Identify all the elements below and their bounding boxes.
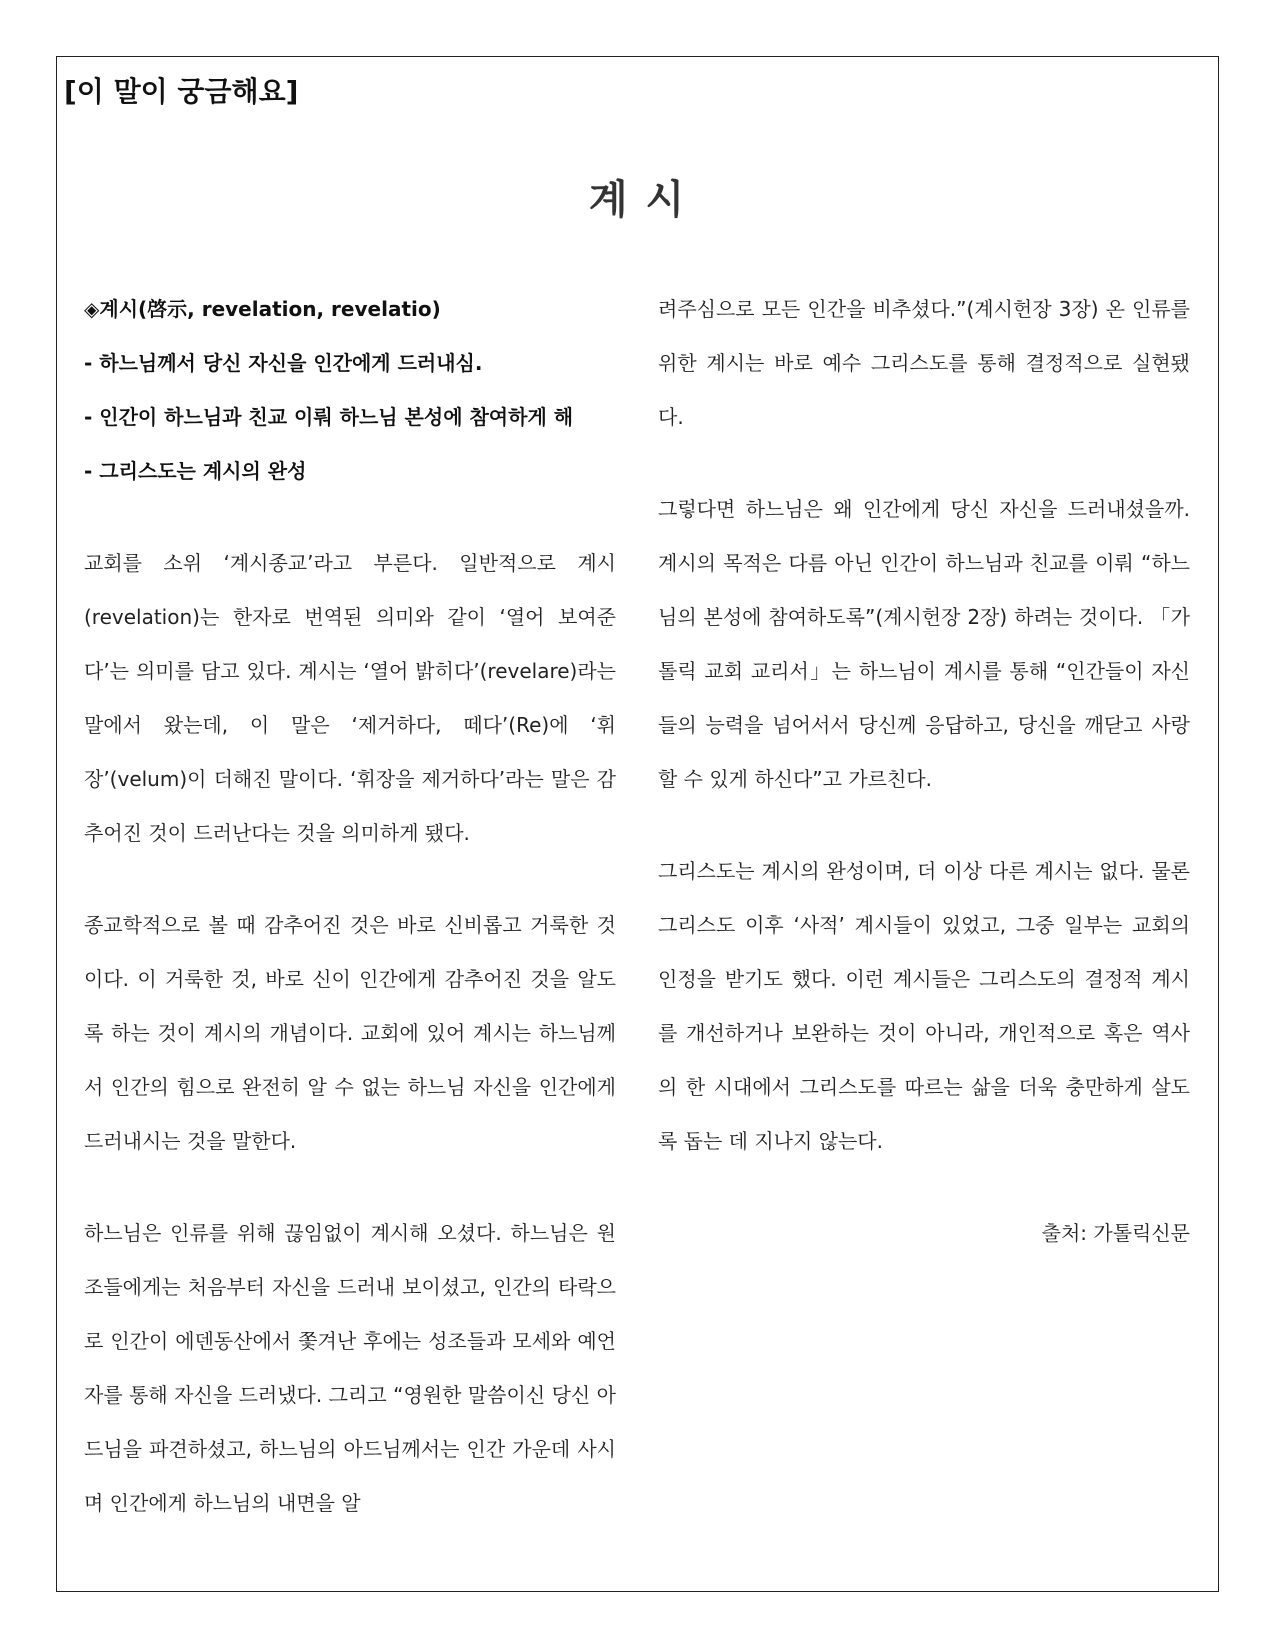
- body-paragraph: 그렇다면 하느님은 왜 인간에게 당신 자신을 드러내셨을까. 계시의 목적은 다름 아닌 인간이 하느님과 친교를 이뤄 “하느님의 본성에 참여하도록”(계시헌장 2장) 하려는 것이다. 「가톨릭 교회 교리서」는 하느님이 계시를 통해 “인간들이 자신들의 능력을 넘어서서 당신께 응답하고, 당신을 깨닫고 사랑할 수 있게 하신다”고 가르친다.: [658, 497, 1190, 791]
- source-credit: 출처: 가톨릭신문: [1041, 1221, 1190, 1245]
- summary-line: - 그리스도는 계시의 완성: [84, 459, 307, 483]
- body-paragraph: 려주심으로 모든 인간을 비추셨다.”(계시헌장 3장) 온 인류를 위한 계시는 바로 예수 그리스도를 통해 결정적으로 실현됐다.: [658, 297, 1190, 429]
- body-paragraph: 교회를 소위 ‘계시종교’라고 부른다. 일반적으로 계시(revelation)는 한자로 번역된 의미와 같이 ‘열어 보여준다’는 의미를 담고 있다. 계시는 ‘열어 밝히다’(revelare)라는 말에서 왔는데, 이 말은 ‘제거하다, 떼다’(Re)에 ‘휘장’(velum)이 더해진 말이다. ‘휘장을 제거하다’라는 말은 감추어진 것이 드러난다는 것을 의미하게 됐다.: [84, 551, 616, 845]
- summary-line: - 인간이 하느님과 친교 이뤄 하느님 본성에 참여하게 해: [84, 405, 574, 429]
- body-paragraph: 하느님은 인류를 위해 끊임없이 계시해 오셨다. 하느님은 원조들에게는 처음부터 자신을 드러내 보이셨고, 인간의 타락으로 인간이 에덴동산에서 쫓겨난 후에는 성조들과 모세와 예언자를 통해 자신을 드러냈다. 그리고 “영원한 말씀이신 당신 아드님을 파견하셨고, 하느님의 아드님께서는 인간 가운데 사시며 인간에게 하느님의 내면을 알: [84, 1221, 616, 1515]
- body-paragraph: 그리스도는 계시의 완성이며, 더 이상 다른 계시는 없다. 물론 그리스도 이후 ‘사적’ 계시들이 있었고, 그중 일부는 교회의 인정을 받기도 했다. 이런 계시들은 그리스도의 결정적 계시를 개선하거나 보완하는 것이 아니라, 개인적으로 혹은 역사의 한 시대에서 그리스도를 따르는 삶을 더욱 충만하게 살도록 돕는 데 지나지 않는다.: [658, 859, 1190, 1153]
- right-column: [658, 282, 1190, 1260]
- left-column: [84, 282, 616, 1530]
- summary-line: ◈계시(啓示, revelation, revelatio): [84, 297, 441, 321]
- category-heading: [이 말이 궁금해요]: [64, 75, 299, 108]
- summary-block: [84, 282, 616, 498]
- body-paragraph: 종교학적으로 볼 때 감추어진 것은 바로 신비롭고 거룩한 것이다. 이 거룩한 것, 바로 신이 인간에게 감추어진 것을 알도록 하는 것이 계시의 개념이다. 교회에 있어 계시는 하느님께서 인간의 힘으로 완전히 알 수 없는 하느님 자신을 인간에게 드러내시는 것을 말한다.: [84, 913, 616, 1153]
- summary-line: - 하느님께서 당신 자신을 인간에게 드러내심.: [84, 351, 483, 375]
- article-title: 계 시: [588, 177, 687, 223]
